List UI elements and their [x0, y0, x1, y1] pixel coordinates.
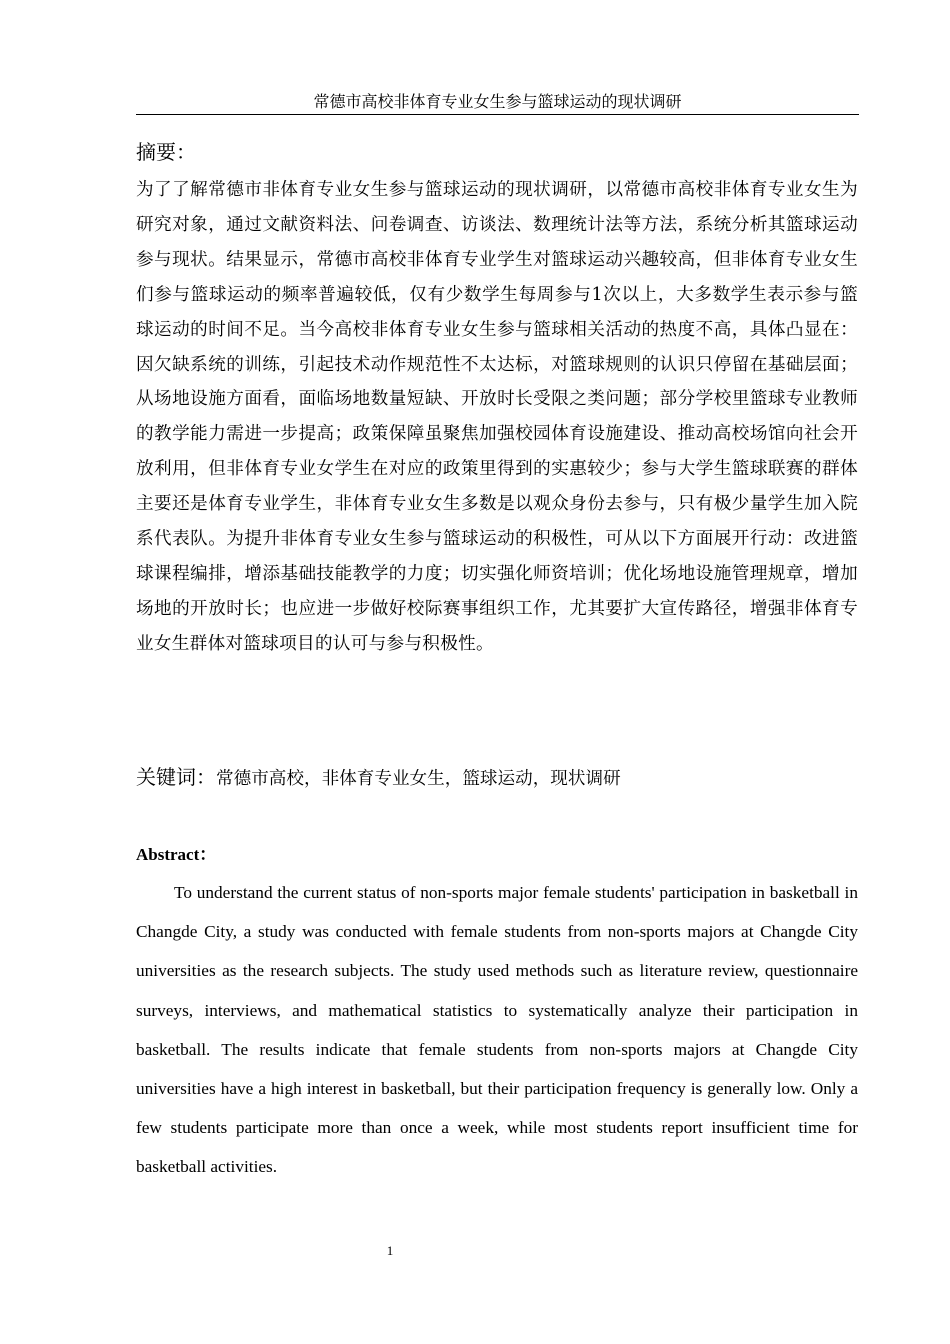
- keywords-cn-label: 关键词：: [136, 765, 216, 789]
- header-rule: [136, 114, 859, 115]
- abstract-cn-body: 为了了解常德市非体育专业女生参与篮球运动的现状调研，以常德市高校非体育专业女生为研究对象，通过文献资料法、问卷调查、访谈法、数理统计法等方法，系统分析其篮球运动参与现状。结果显示，常德市高校非体育专业学生对篮球运动兴趣较高，但非体育专业女生们参与篮球运动的频率普遍较低，仅有少数学生每周参与1次以上，大多数学生表示参与篮球运动的时间不足。当今高校非体育专业女生参与篮球相关活动的热度不高，具体凸显在：因欠缺系统的训练，引起技术动作规范性不太达标，对篮球规则的认识只停留在基础层面；从场地设施方面看，面临场地数量短缺、开放时长受限之类问题；部分学校里篮球专业教师的教学能力需进一步提高；政策保障虽聚焦加强校园体育设施建设、推动高校场馆向社会开放利用，但非体育专业女学生在对应的政策里得到的实惠较少；参与大学生篮球联赛的群体主要还是体育专业学生，非体育专业女生多数是以观众身份去参与，只有极少量学生加入院系代表队。为提升非体育专业女生参与篮球运动的积极性，可从以下方面展开行动：改进篮球课程编排，增添基础技能教学的力度；切实强化师资培训；优化场地设施管理规章，增加场地的开放时长；也应进一步做好校际赛事组织工作，尤其要扩大宣传路径，增强非体育专业女生群体对篮球项目的认可与参与积极性。: [136, 180, 858, 654]
- keywords-cn: [136, 763, 858, 793]
- running-header: 常德市高校非体育专业女生参与篮球运动的现状调研: [313, 92, 682, 111]
- abstract-cn-heading: 摘要：: [136, 140, 196, 164]
- page-number: 1: [386, 1243, 394, 1258]
- abstract-en-heading: Abstract：: [136, 845, 217, 864]
- keywords-cn-text: 常德市高校，非体育专业女生，篮球运动，现状调研: [216, 769, 621, 789]
- abstract-en-body: To understand the current status of non-sports major female students' participation in basketball in Changde City, a study was conducted with female students from non-sports majors at Changde City universities as the research subjects. The study used methods such as literature review, questionnaire surveys, interviews, and mathematical statistics to systematically analyze their participation in basketball. The results indicate that female students from non-sports majors at Changde City universities have a high interest in basketball, but their participation frequency is generally low. Only a few students participate more than once a week, while most students report insufficient time for basketball activities.: [136, 883, 858, 1177]
